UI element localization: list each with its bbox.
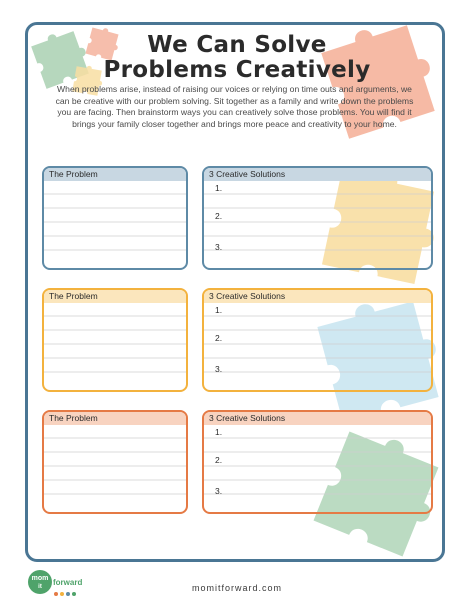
writing-lines [44,425,188,514]
solution-number-1: 1. [215,427,223,437]
solution-number-3: 3. [215,364,223,374]
solutions-box-2[interactable] [202,288,433,392]
solutions-box-3[interactable] [202,410,433,514]
solution-number-3: 3. [215,486,223,496]
problem-box-label: The Problem [44,168,186,181]
solutions-box-label: 3 Creative Solutions [204,168,431,181]
writing-lines [204,181,433,270]
writing-lines [204,425,433,514]
solution-number-1: 1. [215,183,223,193]
solution-number-2: 2. [215,333,223,343]
solutions-box-label: 3 Creative Solutions [204,412,431,425]
page-title-line1: We Can Solve [147,32,327,58]
solution-number-3: 3. [215,242,223,252]
solution-number-2: 2. [215,455,223,465]
solution-number-1: 1. [215,305,223,315]
problem-box-1[interactable] [42,166,188,270]
logo-word-forward: forward [53,578,83,587]
page-title-line2: Problems Creatively [103,57,371,83]
intro-paragraph: When problems arise, instead of raising our voices or relying on time outs and arguments, we can be creative with our problem solving. Sit together as a family and write down the problems you are facing. Then brainstorm ways you can creatively solve those problems. You will find it brings your family closer together and brings more peace and creativity to your home. [55,84,414,129]
footer-website-link[interactable]: momitforward.com [191,583,282,593]
problem-box-label: The Problem [44,290,186,303]
problem-box-3[interactable] [42,410,188,514]
solutions-box-label: 3 Creative Solutions [204,290,431,303]
logo-word-mom: mom [31,575,49,582]
problem-box-2[interactable] [42,288,188,392]
problem-box-label: The Problem [44,412,186,425]
writing-lines [204,303,433,392]
writing-lines [44,181,188,270]
solutions-box-1[interactable] [202,166,433,270]
solution-number-2: 2. [215,211,223,221]
writing-lines [44,303,188,392]
logo-word-it: it [38,584,42,590]
